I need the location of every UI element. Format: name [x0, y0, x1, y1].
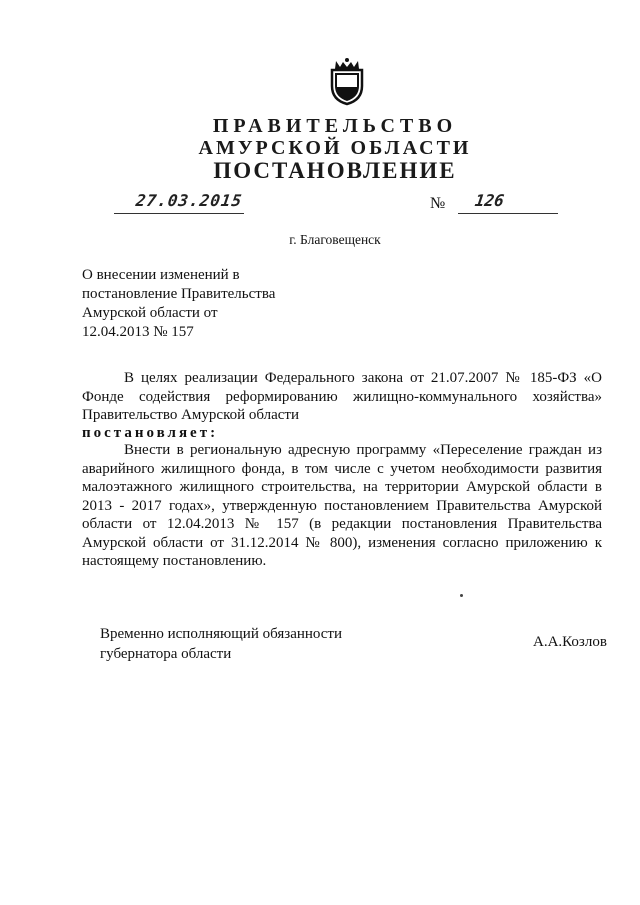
subject-line: Амурской области от [82, 305, 218, 321]
signatory-title-line2: губернатора области [100, 646, 232, 662]
document-date [114, 193, 244, 217]
body-paragraph-resolution: Внести в региональную адресную программу «Переселение граждан из аварийного жилищного фонда, в том числе с учетом необходимости развития малоэтажного жилищного строительства, на территории Амурской области в 2013 - 2017 годах», утвержденную постановлением Правительства Амурской области от 12.04.2013 № 157 (в редакции постановления Правительства Амурской области от 31.12.2014 № 800), изменения согласно приложению к настоящему постановлению. [82, 442, 602, 569]
signatory-name: А.А.Козлов [533, 634, 607, 650]
subject-line: 12.04.2013 № 157 [82, 324, 194, 340]
date-value: 27.03.2015 [134, 191, 244, 210]
issue-city: г. Благовещенск [289, 232, 381, 247]
subject-line: О внесении изменений в [82, 267, 240, 283]
document-subject [82, 266, 342, 342]
resolves-keyword: постановляет: [82, 425, 219, 441]
signatory-title-line1: Временно исполняющий обязанности [100, 626, 343, 642]
org-name-line2: АМУРСКОЙ ОБЛАСТИ [198, 137, 472, 159]
date-underline [114, 213, 244, 214]
scan-speck [460, 594, 463, 597]
org-name-line1: ПРАВИТЕЛЬСТВО [212, 115, 458, 137]
document-type: ПОСТАНОВЛЕНИЕ [213, 158, 457, 183]
number-value: 126 [473, 191, 506, 210]
number-underline [458, 213, 558, 214]
document-number [430, 193, 560, 217]
body-paragraph-preamble: В целях реализации Федерального закона от 21.07.2007 № 185-ФЗ «О Фонде содействия реформированию жилищно-коммунального хозяйства» Правительство Амурской области [82, 370, 602, 423]
coat-of-arms-icon [326, 56, 368, 106]
signatory-title [100, 624, 342, 664]
subject-line: постановление Правительства [82, 286, 276, 302]
number-sign: № [430, 195, 446, 212]
